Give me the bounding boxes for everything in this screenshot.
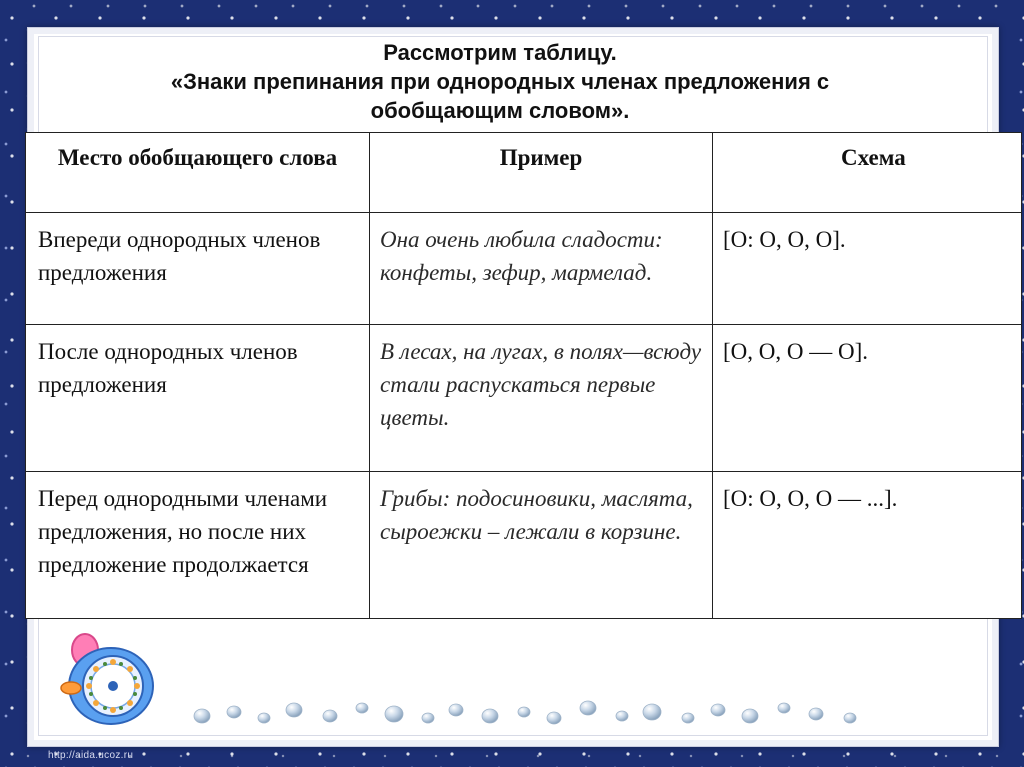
footer-url: http://aida.ucoz.ru — [48, 750, 134, 761]
title-line-3: обобщающим словом». — [370, 98, 630, 123]
cell-place: Перед однородными членами предложения, но после них предложение продолжается — [26, 472, 370, 619]
table-row — [26, 325, 1022, 472]
punctuation-table — [25, 132, 1022, 619]
cell-scheme: [О, О, О — О]. — [713, 325, 1022, 472]
cell-scheme: [О: О, О, О]. — [713, 213, 1022, 325]
water-drops-decoration — [190, 694, 880, 728]
table-row — [26, 472, 1022, 619]
header-scheme: Схема — [713, 133, 1022, 213]
cell-place: После однородных членов предложения — [26, 325, 370, 472]
cell-example: В лесах, на лугах, в полях—всюду стали распускаться первые цветы. — [370, 325, 713, 472]
cell-example: Она очень любила сладости: конфеты, зефир, мармелад. — [370, 213, 713, 325]
cell-place: Впереди однородных членов предложения — [26, 213, 370, 325]
smeshariki-kopatych-icon — [55, 628, 165, 728]
title-line-1: Рассмотрим таблицу. — [383, 40, 617, 65]
table-header-row — [26, 133, 1022, 213]
header-example: Пример — [370, 133, 713, 213]
cell-scheme: [О: О, О, О — ...]. — [713, 472, 1022, 619]
header-place: Место обобщающего слова — [26, 133, 370, 213]
title-line-2: «Знаки препинания при однородных членах предложения с — [170, 69, 830, 94]
cell-example: Грибы: подосиновики, маслята, сыроежки – лежали в корзине. — [370, 472, 713, 619]
slide-title — [60, 38, 940, 125]
table-row — [26, 213, 1022, 325]
